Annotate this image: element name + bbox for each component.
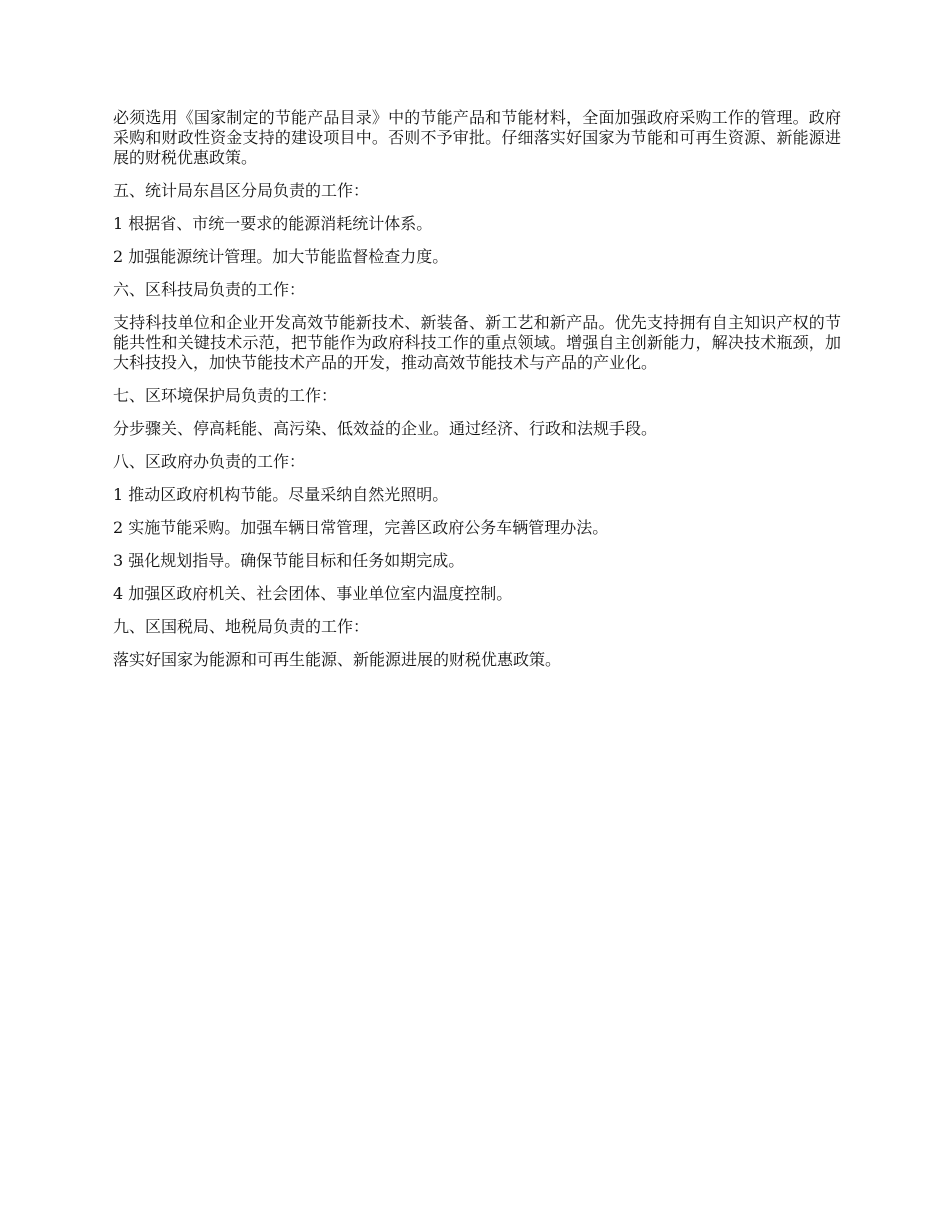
paragraph-tax-policy: 落实好国家为能源和可再生能源、新能源进展的财税优惠政策。 — [113, 650, 562, 669]
list-item-statistics-1: 1 根据省、市统一要求的能源消耗统计体系。 — [113, 214, 433, 233]
paragraph-environment: 分步骤关、停高耗能、高污染、低效益的企业。通过经济、行政和法规手段。 — [113, 419, 658, 438]
heading-government-office: 八、区政府办负责的工作： — [113, 452, 306, 471]
paragraph-procurement: 必须选用《国家制定的节能产品目录》中的节能产品和节能材料，全面加强政府采购工作的管理。政府采购和财政性资金支持的建设项目中。否则不予审批。仔细落实好国家为节能和可再生资源、新能源进展的财税优惠政策。 — [113, 108, 841, 167]
list-item-government-2: 2 实施节能采购。加强车辆日常管理，完善区政府公务车辆管理办法。 — [113, 518, 609, 537]
list-item-government-1: 1 推动区政府机构节能。尽量采纳自然光照明。 — [113, 485, 449, 504]
heading-environment-bureau: 七、区环境保护局负责的工作： — [113, 386, 338, 405]
list-item-government-4: 4 加强区政府机关、社会团体、事业单位室内温度控制。 — [113, 584, 513, 603]
heading-tax-bureaus: 九、区国税局、地税局负责的工作： — [113, 617, 370, 636]
document-body — [113, 108, 841, 683]
list-item-statistics-2: 2 加强能源统计管理。加大节能监督检查力度。 — [113, 247, 449, 266]
heading-statistics-bureau: 五、统计局东昌区分局负责的工作： — [113, 181, 370, 200]
list-item-government-3: 3 强化规划指导。确保节能目标和任务如期完成。 — [113, 551, 465, 570]
heading-science-bureau: 六、区科技局负责的工作： — [113, 280, 306, 299]
paragraph-science-support: 支持科技单位和企业开发高效节能新技术、新装备、新工艺和新产品。优先支持拥有自主知识产权的节能共性和关键技术示范，把节能作为政府科技工作的重点领域。增强自主创新能力，解决技术瓶颈，加大科技投入，加快节能技术产品的开发，推动高效节能技术与产品的产业化。 — [113, 313, 841, 372]
